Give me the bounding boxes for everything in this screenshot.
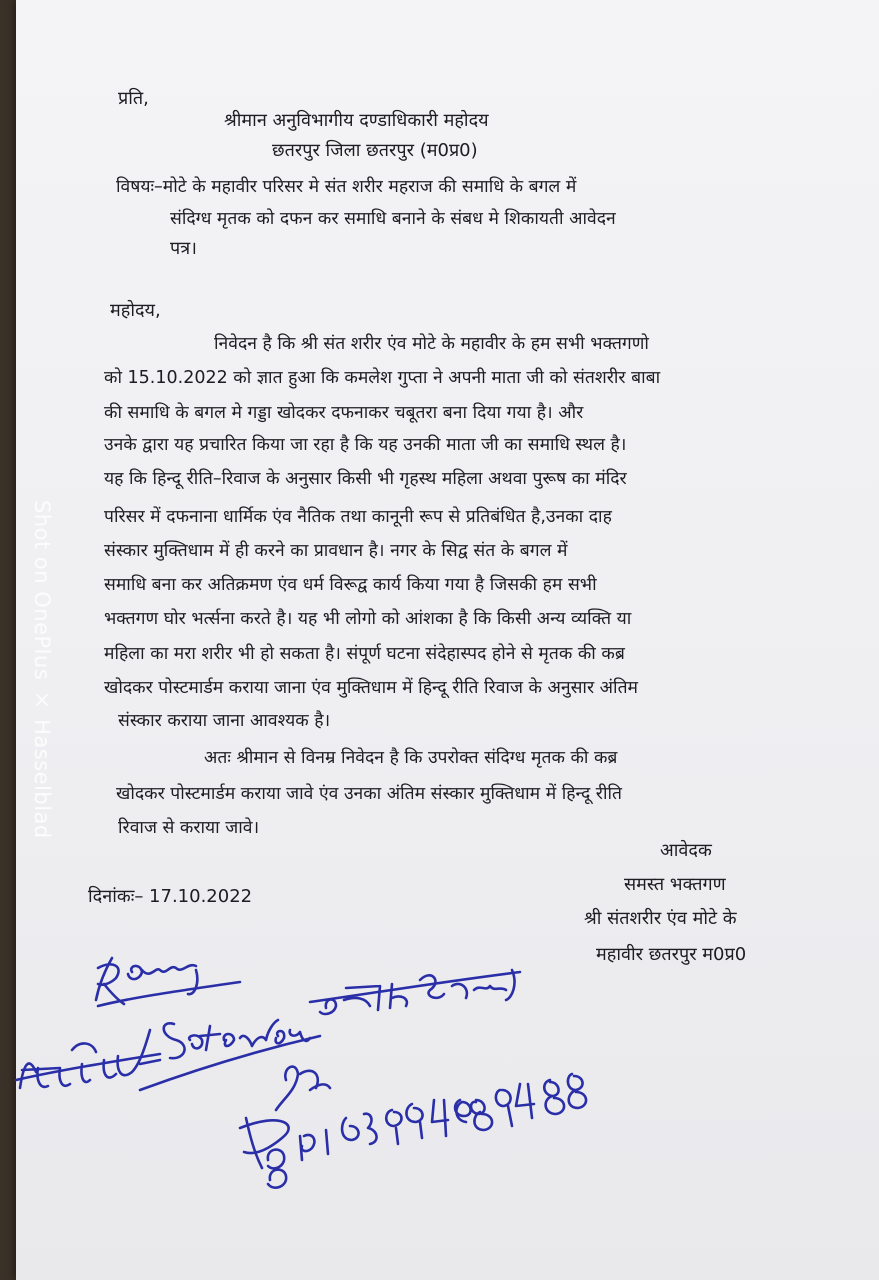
to-label: प्रति, [118,88,149,109]
signature-ramkishor [310,970,520,1014]
body-line: परिसर में दफनाना धार्मिक एंव नैतिक तथा कानूनी रूप से प्रतिबंधित है,उनका दाह [104,507,612,527]
subject-line-1: विषयः–मोटे के महावीर परिसर मे संत शरीर महराज की समाधि के बगल में [116,177,577,197]
addressee-line-1: श्रीमान अनुविभागीय दण्डाधिकारी महोदय [224,110,489,131]
applicant-line-4: महावीर छतरपुर म0प्र0 [596,944,747,965]
request-line: खोदकर पोस्टमार्डम कराया जावे एंव उनका अंतिम संस्कार मुक्तिधाम में हिन्दू रीति [116,784,623,804]
applicant-label: आवेदक [660,840,712,861]
handwritten-signatures [0,940,879,1280]
signature-satendra [140,1020,320,1090]
signature-phone [240,1067,586,1188]
signature-ramniwas [16,1030,160,1088]
camera-watermark: Shot on OnePlus × Hasselblad [30,500,54,839]
body-line: निवेदन है कि श्री संत शरीर एंव मोटे के महावीर के हम सभी भक्तगणो [214,334,649,354]
body-line: समाधि बना कर अतिक्रमण एंव धर्म विरूद्व कार्य किया गया है जिसकी हम सभी [104,575,597,595]
signature-rgarg [96,958,240,1006]
body-line: उनके द्वारा यह प्रचारित किया जा रहा है कि यह उनकी माता जी का समाधि स्थल है। [104,435,627,455]
salutation: महोदय, [110,300,161,321]
body-line: खोदकर पोस्टमार्डम कराया जाना एंव मुक्तिधाम में हिन्दू रीति रिवाज के अनुसार अंतिम [104,678,639,698]
applicant-line-3: श्री संतशरीर एंव मोटे के [584,908,737,929]
request-line: अतः श्रीमान से विनम्र निवेदन है कि उपरोक्त संदिग्ध मृतक की कब्र [204,748,618,768]
body-line: संस्कार मुक्तिधाम में ही करने का प्रावधान है। नगर के सिद्व संत के बगल में [104,541,568,561]
addressee-line-2: छतरपुर जिला छतरपुर (म0प्र0) [272,140,478,161]
body-line: यह कि हिन्दू रीति–रिवाज के अनुसार किसी भी गृहस्थ महिला अथवा पुरूष का मंदिर [104,469,627,489]
body-line: को 15.10.2022 को ज्ञात हुआ कि कमलेश गुप्ता ने अपनी माता जी को संतशरीर बाबा [104,368,661,388]
body-line: की समाधि के बगल मे गड्डा खोदकर दफनाकर चबूतरा बना दिया गया है। और [104,403,584,423]
applicant-name: समस्त भक्तगण [624,874,726,895]
date-line: दिनांकः– 17.10.2022 [88,886,253,907]
subject-line-3: पत्र। [170,238,197,259]
request-line: रिवाज से कराया जावे। [118,818,260,838]
body-line: महिला का मरा शरीर भी हो सकता है। संपूर्ण घटना संदेहास्पद होने से मृतक की कब्र [104,644,625,664]
body-line: संस्कार कराया जाना आवश्यक है। [118,711,331,731]
body-line: भक्तगण घोर भर्त्सना करते है। यह भी लोगो को आंशका है कि किसी अन्य व्यक्ति या [104,609,632,629]
subject-line-2: संदिग्ध मृतक को दफन कर समाधि बनाने के संबध मे शिकायती आवेदन [170,209,616,229]
